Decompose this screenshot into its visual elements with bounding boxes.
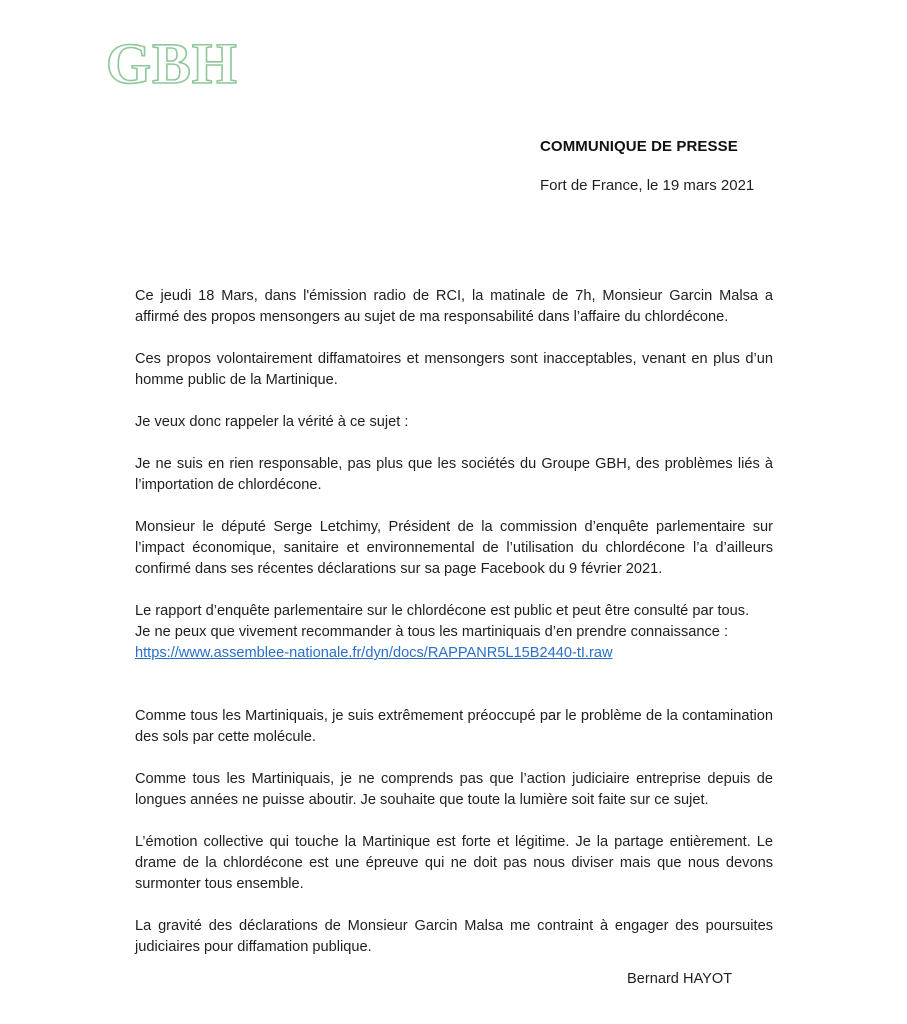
gbh-logo: GBH: [106, 31, 238, 96]
paragraph: La gravité des déclarations de Monsieur Garcin Malsa me contraint à engager des poursuites judiciaires pour diffamation publique.: [135, 918, 773, 955]
paragraph: Ce jeudi 18 Mars, dans l'émission radio de RCI, la matinale de 7h, Monsieur Garcin Malsa a affirmé des propos mensongers au sujet de ma responsabilité dans l’affaire du chlordécone.: [135, 288, 773, 325]
document-title: COMMUNIQUE DE PRESSE: [540, 138, 738, 155]
report-link[interactable]: https://www.assemblee-nationale.fr/dyn/docs/RAPPANR5L15B2440-tI.raw: [135, 645, 613, 661]
paragraph: Ces propos volontairement diffamatoires et mensongers sont inacceptables, venant en plus d’un homme public de la Martinique.: [135, 351, 773, 388]
document-body: [135, 286, 773, 979]
place-date: Fort de France, le 19 mars 2021: [540, 177, 755, 194]
paragraph: Je veux donc rappeler la vérité à ce sujet :: [135, 414, 409, 430]
report-line-1: Le rapport d’enquête parlementaire sur le chlordécone est public et peut être consulté par tous.: [135, 603, 750, 619]
paragraph: Je ne suis en rien responsable, pas plus que les sociétés du Groupe GBH, des problèmes liés à l’importation de chlordécone.: [135, 456, 773, 493]
report-line-2: Je ne peux que vivement recommander à tous les martiniquais d’en prendre connaissance :: [135, 624, 728, 640]
paragraph: Comme tous les Martiniquais, je suis extrêmement préoccupé par le problème de la contamination des sols par cette molécule.: [135, 708, 773, 745]
spacer: [135, 685, 773, 706]
paragraph: L’émotion collective qui touche la Martinique est forte et légitime. Je la partage entièrement. Le drame de la chlordécone est une épreuve qui ne doit pas nous diviser mais que nous devons surmonter tous ensemble.: [135, 834, 773, 892]
paragraph: Comme tous les Martiniquais, je ne comprends pas que l’action judiciaire entreprise depuis de longues années ne puisse aboutir. Je souhaite que toute la lumière soit faite sur ce sujet.: [135, 771, 773, 808]
signature: Bernard HAYOT: [627, 971, 733, 987]
paragraph: Monsieur le député Serge Letchimy, Président de la commission d’enquête parlementaire sur l’impact économique, sanitaire et environnemental de l’utilisation du chlordécone l’a d’ailleurs confirmé dans ses récentes déclarations sur sa page Facebook du 9 février 2021.: [135, 519, 773, 577]
report-paragraph: [135, 601, 773, 664]
